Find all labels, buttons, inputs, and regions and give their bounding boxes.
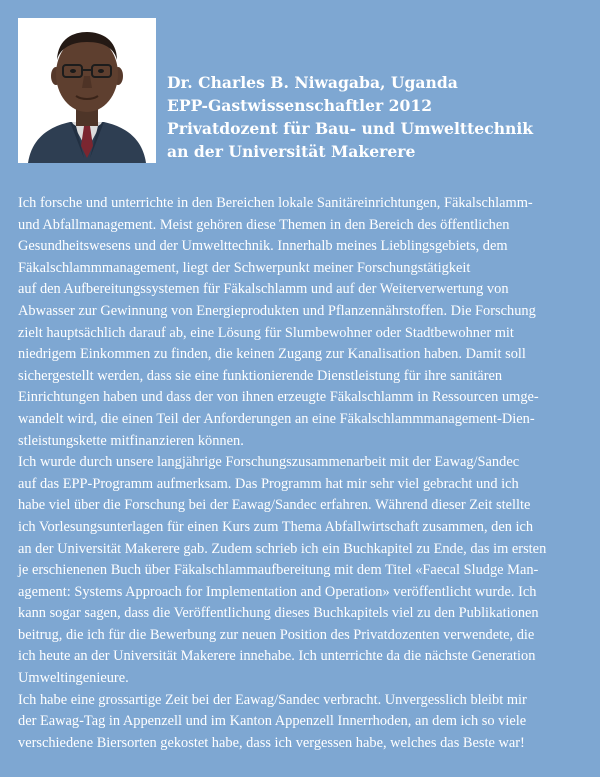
text-line: stleistungskette mitfinanzieren können. — [18, 432, 244, 449]
text-line: Abwasser zur Gewinnung von Energieprodukten und Pflanzennährstoffen. Die Forschung — [18, 302, 536, 319]
text-line: auf das EPP-Programm aufmerksam. Das Programm hat mir sehr viel gebracht und ich — [18, 475, 519, 492]
text-line: niedrigem Einkommen zu finden, die keinen Zugang zur Kanalisation haben. Damit soll — [18, 346, 526, 363]
text-line: Gesundheitswesens und der Umwelttechnik. Innerhalb meines Lieblingsgebiets, dem — [18, 238, 508, 255]
testimonial-text — [18, 193, 584, 754]
text-line: Ich habe eine grossartige Zeit bei der Eawag/Sandec verbracht. Unvergesslich bleibt mir — [18, 691, 527, 708]
portrait-photo — [18, 18, 156, 163]
profile-name: Dr. Charles B. Niwagaba, Uganda — [167, 73, 458, 92]
text-line: habe viel über die Forschung bei der Eawag/Sandec erfahren. Während dieser Zeit stellte — [18, 497, 531, 514]
text-line: Einrichtungen haben und dass der von ihnen erzeugte Fäkalschlamm in Ressourcen umge- — [18, 389, 539, 406]
text-line: der Eawag-Tag in Appenzell und im Kanton Appenzell Innerrhoden, an dem ich so viele — [18, 713, 527, 730]
text-line: Umweltingenieure. — [18, 670, 129, 687]
text-line: an der Universität Makerere gab. Zudem schrieb ich ein Buchkapitel zu Ende, das im ersten — [18, 540, 547, 557]
profile-position: Privatdozent für Bau- und Umwelttechnik — [167, 119, 534, 138]
text-line: auf den Aufbereitungssystemen für Fäkalschlamm und auf der Weiterverwertung von — [18, 281, 509, 298]
profile-institution: an der Universität Makerere — [167, 142, 416, 161]
profile-header — [167, 71, 592, 163]
portrait-illustration — [18, 18, 156, 163]
text-line: zielt hauptsächlich darauf ab, eine Lösung für Slumbewohner oder Stadtbewohner mit — [18, 324, 514, 341]
text-line: beitrug, die ich für die Bewerbung zur neuen Position des Privatdozenten verwendete, die — [18, 626, 535, 643]
text-line: kann sogar sagen, dass die Veröffentlichung dieses Buchkapitels viel zu den Publikationen — [18, 605, 539, 622]
text-line: wandelt wird, die einen Teil der Anforderungen an eine Fäkalschlammmanagement-Dien- — [18, 410, 535, 427]
text-line: verschiedene Biersorten gekostet habe, dass ich vergessen habe, welches das Beste war! — [18, 734, 525, 751]
text-line: sichergestellt werden, dass sie eine funktionierende Dienstleistung für ihre sanitären — [18, 367, 503, 384]
profile-program: EPP-Gastwissenschaftler 2012 — [167, 96, 433, 115]
text-line: Fäkalschlammmanagement, liegt der Schwerpunkt meiner Forschungstätigkeit — [18, 259, 471, 276]
text-line: ich Vorlesungsunterlagen für einen Kurs zum Thema Abfallwirtschaft zusammen, den ich — [18, 518, 534, 535]
text-line: ich heute an der Universität Makerere innehabe. Ich unterrichte da die nächste Generation — [18, 648, 536, 665]
text-line: Ich forsche und unterrichte in den Bereichen lokale Sanitäreinrichtungen, Fäkalschlamm- — [18, 195, 533, 211]
text-line: und Abfallmanagement. Meist gehören diese Themen in den Bereich des öffentlichen — [18, 216, 510, 233]
text-line: Ich wurde durch unsere langjährige Forschungszusammenarbeit mit der Eawag/Sandec — [18, 454, 520, 471]
text-line: je erschienenen Buch über Fäkalschlammaufbereitung mit dem Titel «Faecal Sludge Man- — [18, 562, 539, 579]
text-line: agement: Systems Approach for Implementation and Operation» veröffentlicht wurde. Ich — [18, 583, 537, 600]
